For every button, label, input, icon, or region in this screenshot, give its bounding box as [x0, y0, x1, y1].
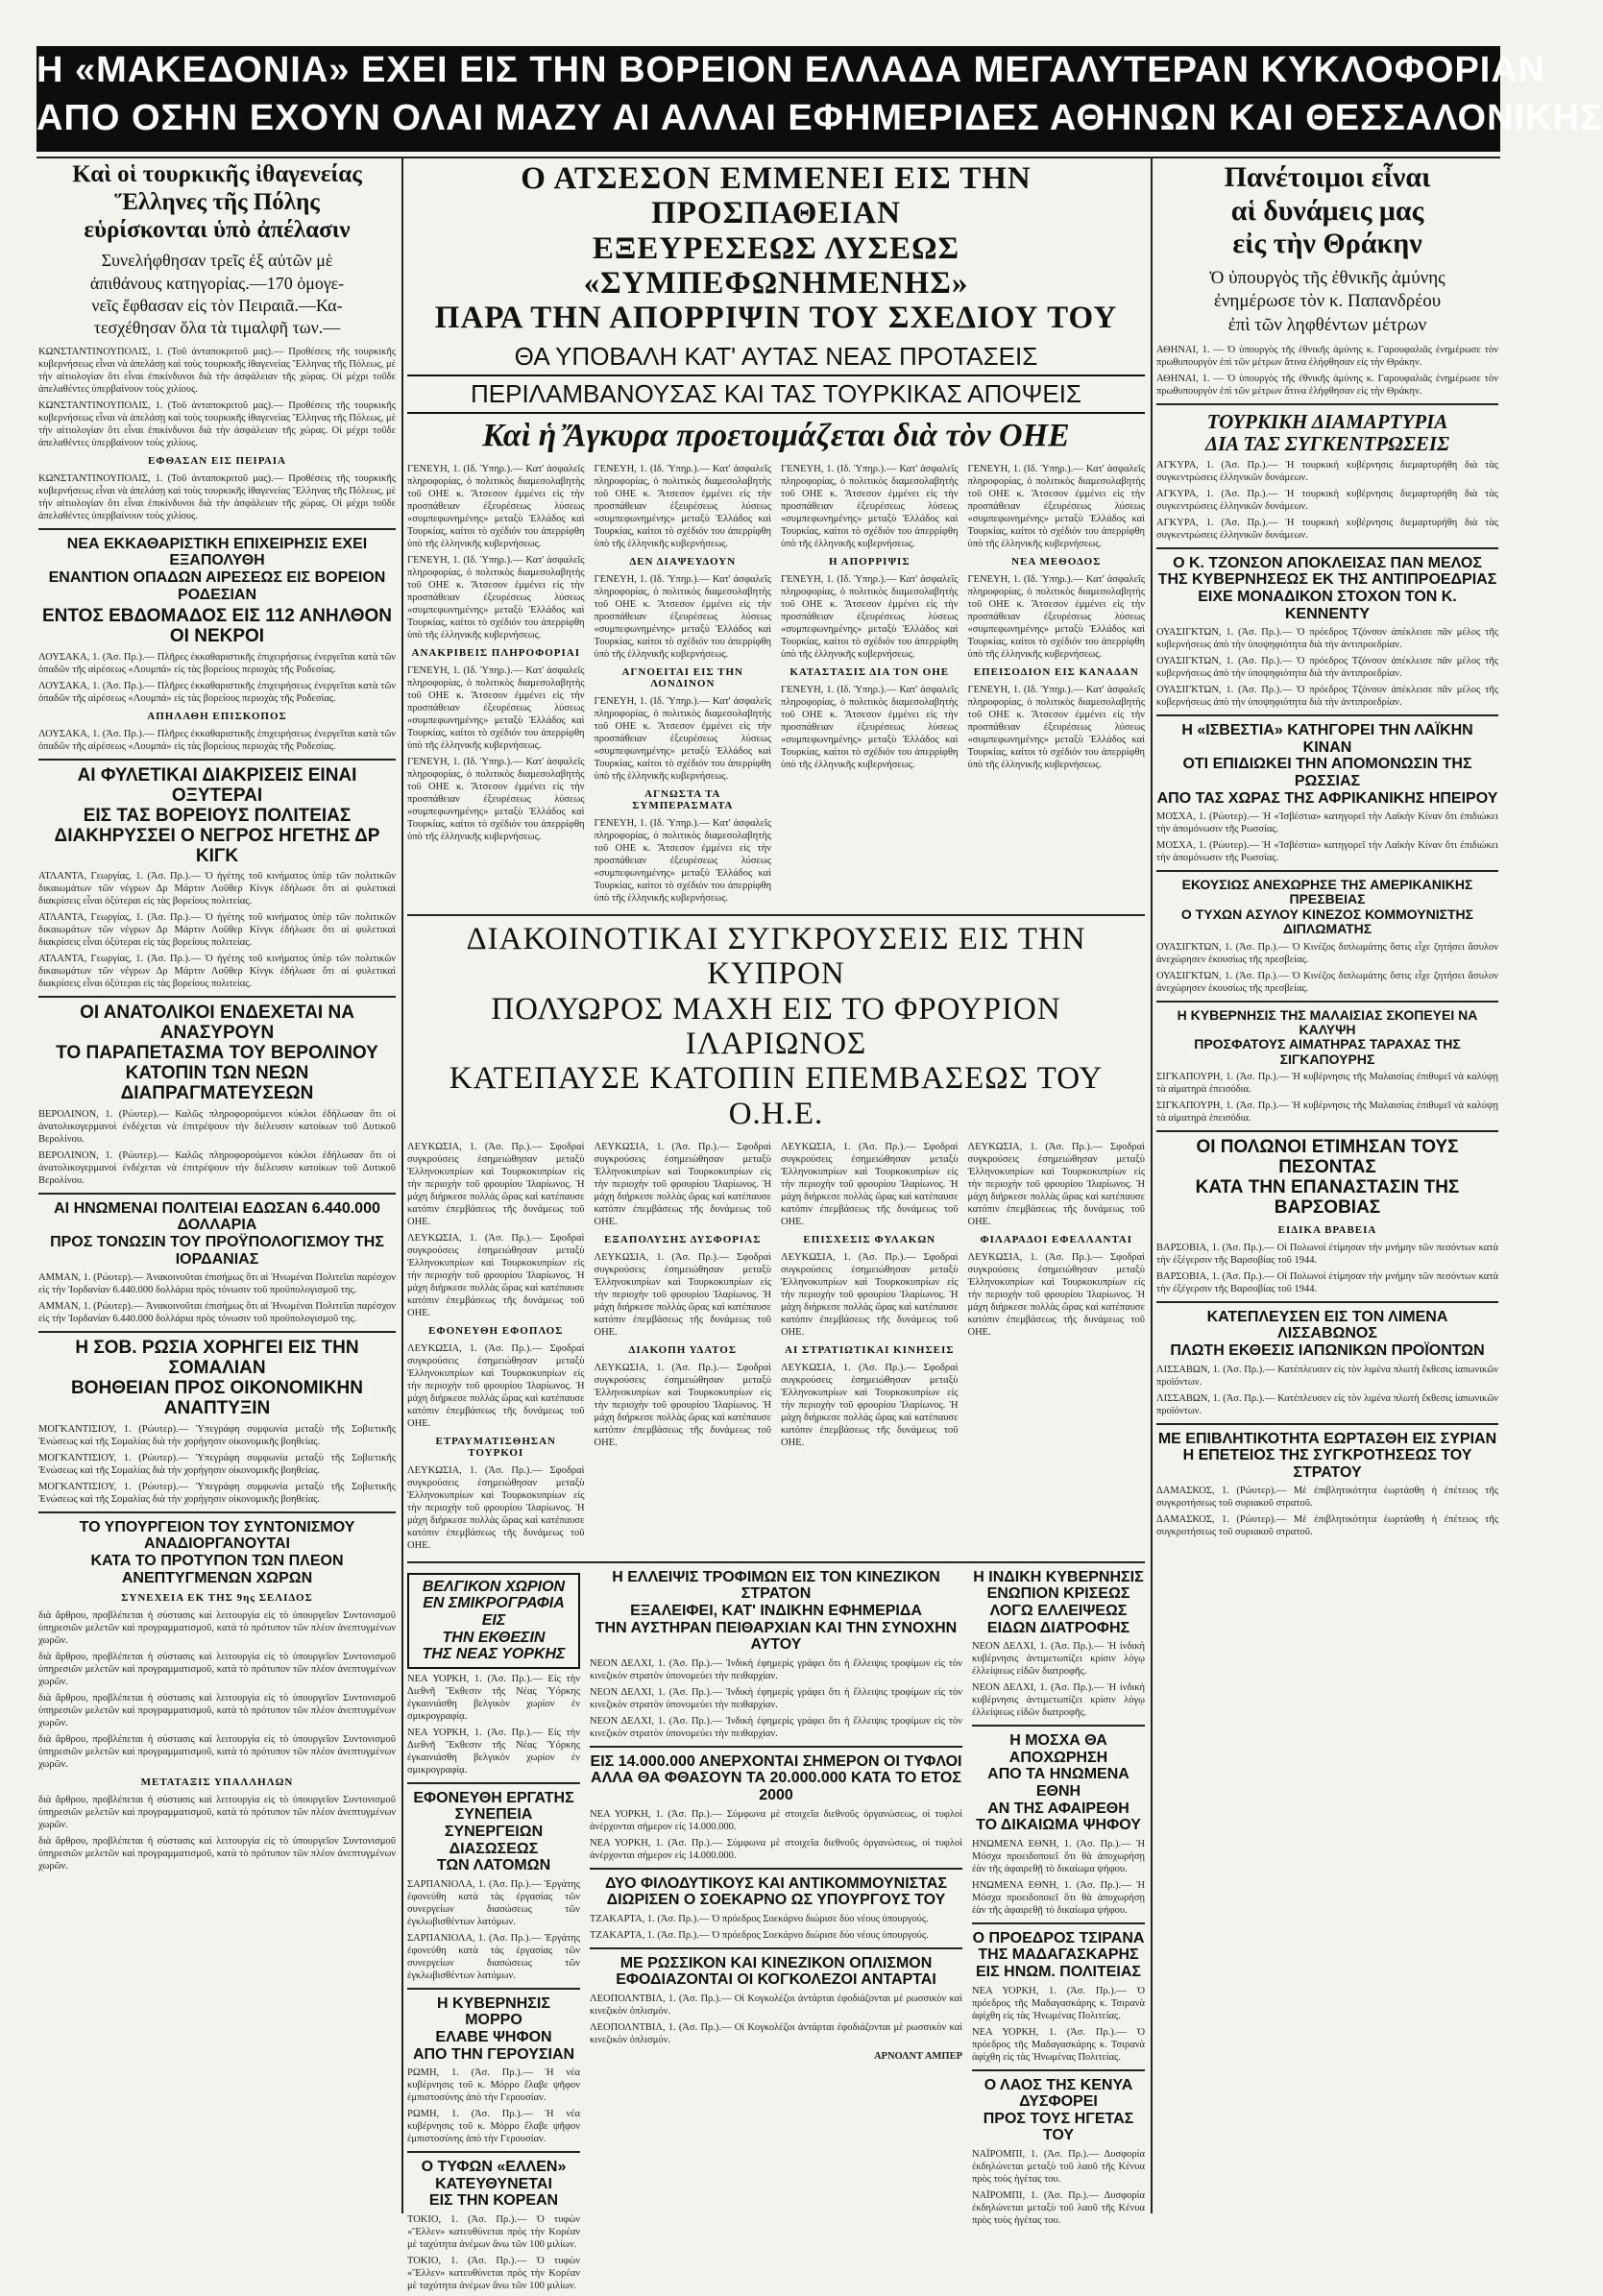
text-column	[968, 459, 1146, 908]
article-body: ΓΕΝΕΥΗ, 1. (Ιδ. Ὑπηρ.).— Κατ' ἀσφαλεῖς πληροφορίας, ὁ πολιτικὸς διαμεσολαβητὴς τοῦ ΟΗΕ κ. Ἄτσεσον ἐμμένει εἰς τὴν προσπάθειαν ἐξευρέσεως λύσεως «συμπεφωνημένης» μεταξὺ Ἑλλάδος καὶ Τουρκίας, καίτοι τὸ σχέδιόν του ἀπερρίφθη ὑπὸ τῆς ἑλληνικῆς κυβερνήσεως.	[967, 685, 1145, 771]
subheading: ΑΓΝΩΣΤΑ ΤΑ ΣΥΜΠΕΡΑΣΜΑΤΑ	[632, 788, 734, 812]
divider	[407, 1782, 580, 1784]
right-column	[1156, 161, 1498, 2216]
article-body: ΔΑΜΑΣΚΟΣ, 1. (Ρώυτερ).— Μὲ ἐπιβλητικότητα ἑωρτάσθη ἡ ἐπέτειος τῆς συγκροτήσεως τοῦ συριακοῦ στρατοῦ.	[1156, 1514, 1498, 1538]
article-body: ΑΤΛΑΝΤΑ, Γεωργίας, 1. (Ἀσ. Πρ.).— Ὁ ἡγέτης τοῦ κινήματος ὑπὲρ τῶν πολιτικῶν δικαιωμάτων τῶν νέγρων Δρ Μάρτιν Λοῦθερ Κίνγκ ἐδήλωσε ὅτι αἱ φυλετικαὶ διακρίσεις εἶναι ὀξύτεραι εἰς τὰς βορείους πολιτείας.	[38, 954, 396, 990]
article-body: ΓΕΝΕΥΗ, 1. (Ιδ. Ὑπηρ.).— Κατ' ἀσφαλεῖς πληροφορίας, ὁ πολιτικὸς διαμεσολαβητὴς τοῦ ΟΗΕ κ. Ἄτσεσον ἐμμένει εἰς τὴν προσπάθειαν ἐξευρέσεως λύσεως «συμπεφωνημένης» μεταξὺ Ἑλλάδος καὶ Τουρκίας, καίτοι τὸ σχέδιόν του ἀπερρίφθη ὑπὸ τῆς ἑλληνικῆς κυβερνήσεως.	[594, 696, 771, 783]
headline-rhodesia: ΝΕΑ ΕΚΚΑΘΑΡΙΣΤΙΚΗ ΕΠΙΧΕΙΡΗΣΙΣ ΕΧΕΙ ΕΞΑΠΟΛΥΘΗ ΕΝΑΝΤΙΟΝ ΟΠΑΔΩΝ ΑΙΡΕΣΕΩΣ ΕΙΣ ΒΟΡΕΙΟΝ ΡΟΔΕΣΙΑΝ	[48, 535, 386, 603]
text-column	[407, 459, 585, 908]
top-rule	[36, 157, 1500, 158]
article-body: ΛΕΥΚΩΣΙΑ, 1. (Ἀσ. Πρ.).— Σφοδραὶ συγκρούσεις ἐσημειώθησαν μεταξὺ Ἑλληνοκυπρίων καὶ Τουρκοκυπρίων εἰς τὴν περιοχὴν τοῦ φρουρίου Ἱλαρίωνος. Ἡ μάχη διήρκεσε πολλὰς ὥρας καὶ κατέπαυσε κατόπιν ἐπεμβάσεως τῆς δυνάμεως τοῦ ΟΗΕ.	[594, 1141, 771, 1227]
banner-line-2: ΑΠΟ ΟΣΗΝ ΕΧΟΥΝ ΟΛΑΙ ΜΑΖΥ ΑΙ ΑΛΛΑΙ ΕΦΗΜΕΡΙΔΕΣ ΑΘΗΝΩΝ ΚΑΙ ΘΕΣΣΑΛΟΝΙΚΗΣ	[36, 98, 1603, 138]
article-body: ΝΕΟΝ ΔΕΛΧΙ, 1. (Ἀσ. Πρ.).— Ἰνδικὴ ἐφημερὶς γράφει ὅτι ἡ ἔλλειψις τροφίμων εἰς τὸν κινεζικὸν στρατὸν ὑπονομεύει τὴν πειθαρχίαν.	[590, 1686, 962, 1710]
article-body: ΛΕΥΚΩΣΙΑ, 1. (Ἀσ. Πρ.).— Σφοδραὶ συγκρούσεις ἐσημειώθησαν μεταξὺ Ἑλληνοκυπρίων καὶ Τουρκοκυπρίων εἰς τὴν περιοχὴν τοῦ φρουρίου Ἱλαρίωνος. Ἡ μάχη διήρκεσε πολλὰς ὥρας καὶ κατέπαυσε κατόπιν ἐπεμβάσεως τῆς δυνάμεως τοῦ ΟΗΕ.	[781, 1362, 959, 1448]
article-body: ΟΥΑΣΙΓΚΤΩΝ, 1. (Ἀσ. Πρ.).— Ὁ πρόεδρος Τζόνσον ἀπέκλεισε πᾶν μέλος τῆς κυβερνήσεως ἀπὸ τὴν ὑποψηφιότητα διὰ τὴν ἀντιπροεδρίαν.	[1156, 627, 1498, 651]
headline-blind: ΕΙΣ 14.000.000 ΑΝΕΡΧΟΝΤΑΙ ΣΗΜΕΡΟΝ ΟΙ ΤΥΦΛΟΙ ΑΛΛΑ ΘΑ ΦΘΑΣΟΥΝ ΤΑ 20.000.000 ΚΑΤΑ ΤΟ ΕΤΟΣ 2000	[590, 1752, 962, 1803]
headline-malaysia: Η ΚΥΒΕΡΝΗΣΙΣ ΤΗΣ ΜΑΛΑΙΣΙΑΣ ΣΚΟΠΕΥΕΙ ΝΑ ΚΑΛΥΨΗ ΠΡΟΣΦΑΤΟΥΣ ΑΙΜΑΤΗΡΑΣ ΤΑΡΑΧΑΣ ΤΗΣ ΣΙΓΚΑΠΟΥΡΗΣ	[1177, 1006, 1478, 1067]
article-body: ΚΩΝΣΤΑΝΤΙΝΟΥΠΟΛΙΣ, 1. (Τοῦ ἀνταποκριτοῦ μας).— Προθέσεις τῆς τουρκικῆς κυβερνήσεως εἶναι νὰ ἀπελάσῃ καὶ τοὺς τουρκικῆς ἰθαγενείας Ἕλληνας τῆς Πόλεως, μὲ τὴν αἰτιολογίαν ὅτι εἶναι ἐπικίνδυνοι διὰ τὴν ἀσφάλειαν τῆς χώρας. Οἱ μέχρι τοῦδε ἀπελαθέντες ὑπερβαίνουν τοὺς χιλίους.	[38, 346, 396, 395]
column-rule	[401, 158, 403, 2213]
divider	[407, 914, 1145, 916]
masthead-banner	[36, 46, 1603, 152]
subheading: ΕΤΡΑΥΜΑΤΙΣΘΗΣΑΝ ΤΟΥΡΚΟΙ	[435, 1435, 556, 1459]
article-body: ΛΟΥΣΑΚΑ, 1. (Ἀσ. Πρ.).— Πλῆρες ἐκκαθαριστικῆς ἐπιχειρήσεως ἐνεργεῖται κατὰ τῶν ὀπαδῶν τῆς αἱρέσεως «Λουμπά» εἰς τὰς βορείους περιοχὰς τῆς Ροδεσίας.	[38, 728, 396, 752]
main-deck-2: ΠΕΡΙΛΑΜΒΑΝΟΥΣΑΣ ΚΑΙ ΤΑΣ ΤΟΥΡΚΙΚΑΣ ΑΠΟΨΕΙΣ	[407, 380, 1145, 414]
headline-johnson: Ο Κ. ΤΖΟΝΣΟΝ ΑΠΟΚΛΕΙΣΑΣ ΠΑΝ ΜΕΛΟΣ ΤΗΣ ΚΥΒΕΡΝΗΣΕΩΣ ΕΚ ΤΗΣ ΑΝΤΙΠΡΟΕΔΡΙΑΣ ΕΙΧΕ ΜΟΝΑΔΙΚΟΝ ΣΤΟΧΟΝ ΤΟΝ Κ. ΚΕΝΝΕΝΤΥ	[1157, 554, 1497, 622]
headline-izvestia: Η «ΙΣΒΕΣΤΙΑ» ΚΑΤΗΓΟΡΕΙ ΤΗΝ ΛΑΪΚΗΝ ΚΙΝΑΝ ΟΤΙ ΕΠΙΔΙΩΚΕΙ ΤΗΝ ΑΠΟΜΟΝΩΣΙΝ ΤΗΣ ΡΩΣΣΙΑΣ ΑΠΟ ΤΑΣ ΧΩΡΑΣ ΤΗΣ ΑΦΡΙΚΑΝΙΚΗΣ ΗΠΕΙΡΟΥ	[1156, 722, 1498, 807]
divider	[1156, 714, 1498, 716]
headline-china-food: Η ΕΛΛΕΙΨΙΣ ΤΡΟΦΙΜΩΝ ΕΙΣ ΤΟΝ ΚΙΝΕΖΙΚΟΝ ΣΤΡΑΤΟΝ ΕΞΑΛΕΙΦΕΙ, ΚΑΤ' ΙΝΔΙΚΗΝ ΕΦΗΜΕΡΙΔΑ ΤΗΝ ΑΥΣΤΗΡΑΝ ΠΕΙΘΑΡΧΙΑΝ ΚΑΙ ΤΗΝ ΣΥΝΟΧΗΝ ΑΥΤΟΥ	[595, 1568, 958, 1654]
article-body: ΤΖΑΚΑΡΤΑ, 1. (Ἀσ. Πρ.).— Ὁ πρόεδρος Σοεκάρνο διώρισε δύο νέους ὑπουργούς.	[590, 1913, 929, 1924]
article-body: ΛΕΥΚΩΣΙΑ, 1. (Ἀσ. Πρ.).— Σφοδραὶ συγκρούσεις ἐσημειώθησαν μεταξὺ Ἑλληνοκυπρίων καὶ Τουρκοκυπρίων εἰς τὴν περιοχὴν τοῦ φρουρίου Ἱλαρίωνος. Ἡ μάχη διήρκεσε πολλὰς ὥρας καὶ κατέπαυσε κατόπιν ἐπεμβάσεως τῆς δυνάμεως τοῦ ΟΗΕ.	[967, 1141, 1145, 1227]
divider	[407, 1988, 580, 1990]
article-body: ΓΕΝΕΥΗ, 1. (Ιδ. Ὑπηρ.).— Κατ' ἀσφαλεῖς πληροφορίας, ὁ πολιτικὸς διαμεσολαβητὴς τοῦ ΟΗΕ κ. Ἄτσεσον ἐμμένει εἰς τὴν προσπάθειαν ἐξευρέσεως λύσεως «συμπεφωνημένης» μεταξὺ Ἑλλάδος καὶ Τουρκίας, καίτοι τὸ σχέδιόν του ἀπερρίφθη ὑπὸ τῆς ἑλληνικῆς κυβερνήσεως.	[781, 464, 959, 550]
divider	[972, 1922, 1145, 1924]
divider	[1156, 1001, 1498, 1003]
headline-moscow-un: Η ΜΟΣΧΑ ΘΑ ΑΠΟΧΩΡΗΣΗ ΑΠΟ ΤΑ ΗΝΩΜΕΝΑ ΕΘΝΗ ΑΝ ΤΗΣ ΑΦΑΙΡΕΘΗ ΤΟ ΔΙΚΑΙΩΜΑ ΨΗΦΟΥ	[976, 1732, 1141, 1834]
article-body: ΑΓΚΥΡΑ, 1. (Ἀσ. Πρ.).— Ἡ τουρκικὴ κυβέρνησις διεμαρτυρήθη διὰ τὰς συγκεντρώσεις ἑλληνικῶν δυνάμεων.	[1156, 488, 1498, 512]
headline-chinese-diplomat: ΕΚΟΥΣΙΩΣ ΑΝΕΧΩΡΗΣΕ ΤΗΣ ΑΜΕΡΙΚΑΝΙΚΗΣ ΠΡΕΣΒΕΙΑΣ Ο ΤΥΧΩΝ ΑΣΥΛΟΥ ΚΙΝΕΖΟΣ ΚΟΜΜΟΥΝΙΣΤΗΣ ΔΙΠΛΩΜΑΤΗΣ	[1180, 877, 1474, 937]
divider	[590, 1947, 962, 1949]
article-body: διὰ ἄρθρου, προβλέπεται ἡ σύστασις καὶ λειτουργία εἰς τὸ ὑπουργεῖον Συντονισμοῦ ὑπηρεσιῶν μελετῶν καὶ προγραμματισμοῦ, κατὰ τὸ πρότυπον τῶν πλέον ἀνεπτυγμένων χωρῶν.	[38, 1610, 396, 1647]
article-body: ΑΜΜΑΝ, 1. (Ρώυτερ).— Ἀνακοινοῦται ἐπισήμως ὅτι αἱ Ἡνωμέναι Πολιτεῖαι παρέσχον εἰς τὴν Ἰορδανίαν 6.440.000 δολλάρια πρὸς τόνωσιν τοῦ προϋπολογισμοῦ της.	[38, 1272, 396, 1296]
article-body: ΛΙΣΣΑΒΩΝ, 1. (Ἀσ. Πρ.).— Κατέπλευσεν εἰς τὸν λιμένα πλωτὴ ἔκθεσις ἰαπωνικῶν προϊόντων.	[1156, 1392, 1498, 1416]
subheading: ΕΠΕΙΣΟΔΙΟΝ ΕΙΣ ΚΑΝΑΔΑΝ	[973, 666, 1139, 679]
article-body: ΓΕΝΕΥΗ, 1. (Ιδ. Ὑπηρ.).— Κατ' ἀσφαλεῖς πληροφορίας, ὁ πολιτικὸς διαμεσολαβητὴς τοῦ ΟΗΕ κ. Ἄτσεσον ἐμμένει εἰς τὴν προσπάθειαν ἐξευρέσεως λύσεως «συμπεφωνημένης» μεταξὺ Ἑλλάδος καὶ Τουρκίας, καίτοι τὸ σχέδιόν του ἀπερρίφθη ὑπὸ τῆς ἑλληνικῆς κυβερνήσεως.	[407, 757, 585, 843]
article-body: ΜΟΓΚΑΝΤΙΣΙΟΥ, 1. (Ρώυτερ).— Ὑπεγράφη συμφωνία μεταξὺ τῆς Σοβιετικῆς Ἑνώσεως καὶ τῆς Σομαλίας διὰ τὴν χορήγησιν οἰκονομικῆς βοηθείας.	[38, 1452, 396, 1476]
byline: ΑΡΝΟΛΝΤ ΑΜΠΕΡ	[873, 2050, 962, 2062]
article-body: ΛΕΟΠΟΛΝΤΒΙΛ, 1. (Ἀσ. Πρ.).— Οἱ Κογκολέζοι ἀντάρται ἐφοδιάζονται μὲ ρωσσικὸν καὶ κινεζικὸν ὁπλισμόν.	[590, 1993, 962, 2017]
divider	[972, 1725, 1145, 1727]
article-body: ΝΕΑ ΥΟΡΚΗ, 1. (Ἀσ. Πρ.).— Σύμφωνα μὲ στοιχεῖα διεθνοῦς ὀργανώσεως, οἱ τυφλοὶ ἀνέρχονται σήμερον εἰς 14.000.000.	[590, 1837, 962, 1861]
cyprus-headline-3: ΚΑΤΕΠΑΥΣΕ ΚΑΤΟΠΙΝ ΕΠΕΜΒΑΣΕΩΣ ΤΟΥ Ο.Η.Ε.	[449, 1061, 1104, 1131]
headline-istanbul-greeks: Καὶ οἱ τουρκικῆς ἰθαγενείας Ἕλληνες τῆς Πόλης εὑρίσκονται ὑπὸ ἀπέλασιν	[72, 161, 362, 243]
divider	[1156, 403, 1498, 405]
article-body: ΔΑΜΑΣΚΟΣ, 1. (Ρώυτερ).— Μὲ ἐπιβλητικότητα ἑωρτάσθη ἡ ἐπέτειος τῆς συγκροτήσεως τοῦ συριακοῦ στρατοῦ.	[1156, 1486, 1498, 1510]
main-headline-3: ΠΑΡΑ ΤΗΝ ΑΠΟΡΡΙΨΙΝ ΤΟΥ ΣΧΕΔΙΟΥ ΤΟΥ	[434, 301, 1118, 336]
article-body: διὰ ἄρθρου, προβλέπεται ἡ σύστασις καὶ λειτουργία εἰς τὸ ὑπουργεῖον Συντονισμοῦ ὑπηρεσιῶν μελετῶν καὶ προγραμματισμοῦ, κατὰ τὸ πρότυπον τῶν πλέον ἀνεπτυγμένων χωρῶν.	[38, 1652, 396, 1688]
article-body: ΛΕΥΚΩΣΙΑ, 1. (Ἀσ. Πρ.).— Σφοδραὶ συγκρούσεις ἐσημειώθησαν μεταξὺ Ἑλληνοκυπρίων καὶ Τουρκοκυπρίων εἰς τὴν περιοχὴν τοῦ φρουρίου Ἱλαρίωνος. Ἡ μάχη διήρκεσε πολλὰς ὥρας καὶ κατέπαυσε κατόπιν ἐπεμβάσεως τῆς δυνάμεως τοῦ ΟΗΕ.	[407, 1464, 585, 1551]
subheading: ΑΝΑΚΡΙΒΕΙΣ ΠΛΗΡΟΦΟΡΙΑΙ	[411, 647, 580, 660]
divider	[1156, 1301, 1498, 1303]
article-body: ΑΘΗΝΑΙ, 1. — Ὁ ὑπουργὸς τῆς ἐθνικῆς ἀμύνης κ. Γαρουφαλιᾶς ἐνημέρωσε τὸν πρωθυπουργὸν ἐπὶ τῶν μέτρων ἅτινα ἐλήφθησαν εἰς τὴν Θράκην.	[1156, 373, 1498, 397]
article-body: ΛΟΥΣΑΚΑ, 1. (Ἀσ. Πρ.).— Πλῆρες ἐκκαθαριστικῆς ἐπιχειρήσεως ἐνεργεῖται κατὰ τῶν ὀπαδῶν τῆς αἱρέσεως «Λουμπά» εἰς τὰς βορείους περιοχὰς τῆς Ροδεσίας.	[38, 680, 396, 704]
cyprus-article-columns	[407, 1137, 1145, 1556]
divider	[38, 1331, 396, 1333]
headline-madagascar: Ο ΠΡΟΕΔΡΟΣ ΤΣΙΡΑΝΑ ΤΗΣ ΜΑΔΑΓΑΣΚΑΡΗΣ ΕΙΣ ΗΝΩΜ. ΠΟΛΙΤΕΙΑΣ	[972, 1929, 1145, 1980]
subheading: ΔΙΑΚΟΠΗ ΥΔΑΤΟΣ	[628, 1343, 738, 1356]
divider	[38, 528, 396, 530]
article-body: ΝΕΑ ΥΟΡΚΗ, 1. (Ἀσ. Πρ.).— Σύμφωνα μὲ στοιχεῖα διεθνοῦς ὀργανώσεως, οἱ τυφλοὶ ἀνέρχονται σήμερον εἰς 14.000.000.	[590, 1808, 962, 1832]
article-body: ΛΕΟΠΟΛΝΤΒΙΛ, 1. (Ἀσ. Πρ.).— Οἱ Κογκολέζοι ἀντάρται ἐφοδιάζονται μὲ ρωσσικὸν καὶ κινεζικὸν ὁπλισμόν.	[590, 2021, 962, 2045]
text-column	[972, 1569, 1145, 2296]
article-body: ΑΤΛΑΝΤΑ, Γεωργίας, 1. (Ἀσ. Πρ.).— Ὁ ἡγέτης τοῦ κινήματος ὑπὲρ τῶν πολιτικῶν δικαιωμάτων τῶν νέγρων Δρ Μάρτιν Λοῦθερ Κίνγκ ἐδήλωσε ὅτι αἱ φυλετικαὶ διακρίσεις εἶναι ὀξύτεραι εἰς τὰς βορείους πολιτείας.	[38, 871, 396, 907]
article-body: ΝΕΑ ΥΟΡΚΗ, 1. (Ἀσ. Πρ.).— Ὁ πρόεδρος τῆς Μαδαγασκάρης κ. Τσιρανὰ ἀφίχθη εἰς τὰς Ἡνωμένας Πολιτείας.	[972, 2026, 1145, 2063]
article-body: ΛΕΥΚΩΣΙΑ, 1. (Ἀσ. Πρ.).— Σφοδραὶ συγκρούσεις ἐσημειώθησαν μεταξὺ Ἑλληνοκυπρίων καὶ Τουρκοκυπρίων εἰς τὴν περιοχὴν τοῦ φρουρίου Ἱλαρίωνος. Ἡ μάχη διήρκεσε πολλὰς ὥρας καὶ κατέπαυσε κατόπιν ἐπεμβάσεως τῆς δυνάμεως τοῦ ΟΗΕ.	[407, 1342, 585, 1429]
article-body: ΓΕΝΕΥΗ, 1. (Ιδ. Ὑπηρ.).— Κατ' ἀσφαλεῖς πληροφορίας, ὁ πολιτικὸς διαμεσολαβητὴς τοῦ ΟΗΕ κ. Ἄτσεσον ἐμμένει εἰς τὴν προσπάθειαν ἐξευρέσεως λύσεως «συμπεφωνημένης» μεταξὺ Ἑλλάδος καὶ Τουρκίας, καίτοι τὸ σχέδιόν του ἀπερρίφθη ὑπὸ τῆς ἑλληνικῆς κυβερνήσεως.	[781, 574, 959, 661]
divider	[590, 1746, 962, 1748]
article-body: ΚΩΝΣΤΑΝΤΙΝΟΥΠΟΛΙΣ, 1. (Τοῦ ἀνταποκριτοῦ μας).— Προθέσεις τῆς τουρκικῆς κυβερνήσεως εἶναι νὰ ἀπελάσῃ καὶ τοὺς τουρκικῆς ἰθαγενείας Ἕλληνας τῆς Πόλεως, μὲ τὴν αἰτιολογίαν ὅτι εἶναι ἐπικίνδυνοι διὰ τὴν ἀσφάλειαν τῆς χώρας. Οἱ μέχρι τοῦδε ἀπελαθέντες ὑπερβαίνουν τοὺς χιλίους.	[38, 399, 396, 448]
article-body: ΒΕΡΟΛΙΝΟΝ, 1. (Ρώυτερ).— Καλῶς πληροφορούμενοι κύκλοι ἐδήλωσαν ὅτι οἱ ἀνατολικογερμανοὶ ἐνδέχεται νὰ ἐπιτρέψουν τὴν διέλευσιν κατοίκων τοῦ Δυτικοῦ Βερολίνου.	[38, 1108, 396, 1145]
text-column	[968, 1137, 1146, 1556]
main-italic-headline: Καὶ ἡ Ἄγκυρα προετοιμάζεται διὰ τὸν ΟΗΕ	[482, 417, 1070, 453]
subheading: ΑΓΝΟΕΙΤΑΙ ΕΙΣ ΤΗΝ ΛΟΝΔΙΝΟΝ	[621, 666, 743, 690]
article-body: ΓΕΝΕΥΗ, 1. (Ιδ. Ὑπηρ.).— Κατ' ἀσφαλεῖς πληροφορίας, ὁ πολιτικὸς διαμεσολαβητὴς τοῦ ΟΗΕ κ. Ἄτσεσον ἐμμένει εἰς τὴν προσπάθειαν ἐξευρέσεως λύσεως «συμπεφωνημένης» μεταξὺ Ἑλλάδος καὶ Τουρκίας, καίτοι τὸ σχέδιόν του ἀπερρίφθη ὑπὸ τῆς ἑλληνικῆς κυβερνήσεως.	[967, 574, 1145, 661]
article-body: ΝΕΟΝ ΔΕΛΧΙ, 1. (Ἀσ. Πρ.).— Ἰνδικὴ ἐφημερὶς γράφει ὅτι ἡ ἔλλειψις τροφίμων εἰς τὸν κινεζικὸν στρατὸν ὑπονομεύει τὴν πειθαρχίαν.	[590, 1715, 962, 1739]
article-body: ΗΝΩΜΕΝΑ ΕΘΝΗ, 1. (Ἀσ. Πρ.).— Ἡ Μόσχα προειδοποιεῖ ὅτι θὰ ἀποχωρήσῃ ἐὰν τῆς ἀφαιρεθῇ τὸ δικαίωμα ψήφου.	[972, 1838, 1145, 1874]
article-body: ΝΕΟΝ ΔΕΛΧΙ, 1. (Ἀσ. Πρ.).— Ἡ ἰνδικὴ κυβέρνησις ἀντιμετωπίζει κρίσιν λόγῳ ἐλλείψεως εἰδῶν διατροφῆς.	[972, 1682, 1145, 1719]
deck-thrace: Ὁ ὑπουργὸς τῆς ἐθνικῆς ἀμύνης ἐνημέρωσε τὸν κ. Παπανδρέου ἐπὶ τῶν ληφθέντων μέτρων	[1209, 267, 1445, 335]
subheading: ΕΦΘΑΣΑΝ ΕΙΣ ΠΕΙΡΑΙΑ	[148, 454, 286, 467]
headline-king: ΑΙ ΦΥΛΕΤΙΚΑΙ ΔΙΑΚΡΙΣΕΙΣ ΕΙΝΑΙ ΟΞΥΤΕΡΑΙ ΕΙΣ ΤΑΣ ΒΟΡΕΙΟΥΣ ΠΟΛΙΤΕΙΑΣ ΔΙΑΚΗΡΥΣΣΕΙ Ο ΝΕΓΡΟΣ ΗΓΕΤΗΣ ΔΡ ΚΙΓΚ	[54, 764, 380, 866]
headline-kenya: Ο ΛΑΟΣ ΤΗΣ ΚΕΝΥΑ ΔΥΣΦΟΡΕΙ ΠΡΟΣ ΤΟΥΣ ΗΓΕΤΑΣ ΤΟΥ	[983, 2076, 1134, 2144]
headline-rhodesia-2: ΕΝΤΟΣ ΕΒΔΟΜΑΔΟΣ ΕΙΣ 112 ΑΝΗΛΘΟΝ ΟΙ ΝΕΚΡΟΙ	[41, 606, 393, 647]
article-body: ΜΟΣΧΑ, 1. (Ρώυτερ).— Ἡ «Ἰσβέστια» κατηγορεῖ τὴν Λαϊκὴν Κίναν ὅτι ἐπιδιώκει τὴν ἀπομόνωσιν τῆς Ρωσσίας.	[1156, 840, 1498, 864]
headline-jordan: ΑΙ ΗΝΩΜΕΝΑΙ ΠΟΛΙΤΕΙΑΙ ΕΔΩΣΑΝ 6.440.000 ΔΟΛΛΑΡΙΑ ΠΡΟΣ ΤΟΝΩΣΙΝ ΤΟΥ ΠΡΟΫΠΟΛΟΓΙΣΜΟΥ ΤΗΣ ΙΟΡΔΑΝΙΑΣ	[50, 1199, 384, 1268]
article-body: ΝΕΟΝ ΔΕΛΧΙ, 1. (Ἀσ. Πρ.).— Ἡ ἰνδικὴ κυβέρνησις ἀντιμετωπίζει κρίσιν λόγῳ ἐλλείψεως εἰδῶν διατροφῆς.	[972, 1641, 1145, 1678]
boxed-article	[407, 1573, 580, 1669]
article-body: ΣΑΡΠΑΝΙΟΛΑ, 1. (Ἀσ. Πρ.).— Ἐργάτης ἐφονεύθη κατὰ τὰς ἐργασίας τῶν συνεργείων διασώσεως τῶν ἐγκλωβισθέντων λατόμων.	[407, 1932, 580, 1981]
article-body: ΓΕΝΕΥΗ, 1. (Ιδ. Ὑπηρ.).— Κατ' ἀσφαλεῖς πληροφορίας, ὁ πολιτικὸς διαμεσολαβητὴς τοῦ ΟΗΕ κ. Ἄτσεσον ἐμμένει εἰς τὴν προσπάθειαν ἐξευρέσεως λύσεως «συμπεφωνημένης» μεταξὺ Ἑλλάδος καὶ Τουρκίας, καίτοι τὸ σχέδιόν του ἀπερρίφθη ὑπὸ τῆς ἑλληνικῆς κυβερνήσεως.	[594, 574, 771, 661]
article-body: ΜΟΓΚΑΝΤΙΣΙΟΥ, 1. (Ρώυτερ).— Ὑπεγράφη συμφωνία μεταξὺ τῆς Σοβιετικῆς Ἑνώσεως καὶ τῆς Σομαλίας διὰ τὴν χορήγησιν οἰκονομικῆς βοηθείας.	[38, 1423, 396, 1447]
article-body: ΛΕΥΚΩΣΙΑ, 1. (Ἀσ. Πρ.).— Σφοδραὶ συγκρούσεις ἐσημειώθησαν μεταξὺ Ἑλληνοκυπρίων καὶ Τουρκοκυπρίων εἰς τὴν περιοχὴν τοῦ φρουρίου Ἱλαρίωνος. Ἡ μάχη διήρκεσε πολλὰς ὥρας καὶ κατέπαυσε κατόπιν ἐπεμβάσεως τῆς δυνάμεως τοῦ ΟΗΕ.	[967, 1251, 1145, 1338]
article-body: ΣΙΓΚΑΠΟΥΡΗ, 1. (Ἀσ. Πρ.).— Ἡ κυβέρνησις τῆς Μαλαισίας ἐπιθυμεῖ νὰ καλύψῃ τὰ αἱματηρὰ ἐπεισόδια.	[1156, 1100, 1498, 1124]
article-body: ΒΑΡΣΟΒΙΑ, 1. (Ἀσ. Πρ.).— Οἱ Πολωνοὶ ἐτίμησαν τὴν μνήμην τῶν πεσόντων κατὰ τὴν ἐξέγερσιν τῆς Βαρσοβίας τοῦ 1944.	[1156, 1242, 1498, 1266]
subheading: ΑΙ ΣΤΡΑΤΙΩΤΙΚΑΙ ΚΙΝΗΣΕΙΣ	[785, 1343, 955, 1356]
article-body: ΟΥΑΣΙΓΚΤΩΝ, 1. (Ἀσ. Πρ.).— Ὁ Κινέζος διπλωμάτης ὅστις εἶχε ζητήσει ἄσυλον ἀνεχώρησεν ἑκουσίως τῆς πρεσβείας.	[1156, 941, 1498, 965]
text-column	[781, 459, 959, 908]
subheading: Η ΑΠΟΡΡΙΨΙΣ	[828, 556, 911, 568]
text-column	[407, 1569, 580, 2296]
banner-line-1: Η «ΜΑΚΕΔΟΝΙΑ» ΕΧΕΙ ΕΙΣ ΤΗΝ ΒΟΡΕΙΟΝ ΕΛΛΑΔΑ ΜΕΓΑΛΥΤΕΡΑΝ ΚΥΚΛΟΦΟΡΙΑΝ	[36, 50, 1546, 90]
article-body: διὰ ἄρθρου, προβλέπεται ἡ σύστασις καὶ λειτουργία εἰς τὸ ὑπουργεῖον Συντονισμοῦ ὑπηρεσιῶν μελετῶν καὶ προγραμματισμοῦ, κατὰ τὸ πρότυπον τῶν πλέον ἀνεπτυγμένων χωρῶν.	[38, 1795, 396, 1831]
article-body: ΛΕΥΚΩΣΙΑ, 1. (Ἀσ. Πρ.).— Σφοδραὶ συγκρούσεις ἐσημειώθησαν μεταξὺ Ἑλληνοκυπρίων καὶ Τουρκοκυπρίων εἰς τὴν περιοχὴν τοῦ φρουρίου Ἱλαρίωνος. Ἡ μάχη διήρκεσε πολλὰς ὥρας καὶ κατέπαυσε κατόπιν ἐπεμβάσεως τῆς δυνάμεως τοῦ ΟΗΕ.	[594, 1251, 771, 1338]
divider	[1156, 870, 1498, 872]
subheading: ΕΙΔΙΚΑ ΒΡΑΒΕΙΑ	[1277, 1223, 1377, 1236]
article-body: διὰ ἄρθρου, προβλέπεται ἡ σύστασις καὶ λειτουργία εἰς τὸ ὑπουργεῖον Συντονισμοῦ ὑπηρεσιῶν μελετῶν καὶ προγραμματισμοῦ, κατὰ τὸ πρότυπον τῶν πλέον ἀνεπτυγμένων χωρῶν.	[38, 1836, 396, 1873]
main-article-columns	[407, 459, 1145, 908]
article-body: ΑΓΚΥΡΑ, 1. (Ἀσ. Πρ.).— Ἡ τουρκικὴ κυβέρνησις διεμαρτυρήθη διὰ τὰς συγκεντρώσεις ἑλληνικῶν δυνάμεων.	[1156, 517, 1498, 541]
article-body: ΒΕΡΟΛΙΝΟΝ, 1. (Ρώυτερ).— Καλῶς πληροφορούμενοι κύκλοι ἐδήλωσαν ὅτι οἱ ἀνατολικογερμανοὶ ἐνδέχεται νὰ ἐπιτρέψουν τὴν διέλευσιν κατοίκων τοῦ Δυτικοῦ Βερολίνου.	[38, 1149, 396, 1186]
center-column	[407, 161, 1145, 2291]
main-deck-1: ΘΑ ΥΠΟΒΑΛΗ ΚΑΤ' ΑΥΤΑΣ ΝΕΑΣ ΠΡΟΤΑΣΕΙΣ	[407, 343, 1145, 376]
article-body: ΝΕΑ ΥΟΡΚΗ, 1. (Ἀσ. Πρ.).— Ὁ πρόεδρος τῆς Μαδαγασκάρης κ. Τσιρανὰ ἀφίχθη εἰς τὰς Ἡνωμένας Πολιτείας.	[972, 1985, 1145, 2021]
headline-syria: ΜΕ ΕΠΙΒΛΗΤΙΚΟΤΗΤΑ ΕΩΡΤΑΣΘΗ ΕΙΣ ΣΥΡΙΑΝ Η ΕΠΕΤΕΙΟΣ ΤΗΣ ΣΥΓΚΡΟΤΗΣΕΩΣ ΤΟΥ ΣΤΡΑΤΟΥ	[1157, 1430, 1497, 1481]
article-body: διὰ ἄρθρου, προβλέπεται ἡ σύστασις καὶ λειτουργία εἰς τὸ ὑπουργεῖον Συντονισμοῦ ὑπηρεσιῶν μελετῶν καὶ προγραμματισμοῦ, κατὰ τὸ πρότυπον τῶν πλέον ἀνεπτυγμένων χωρῶν.	[38, 1734, 396, 1771]
text-column	[595, 459, 772, 908]
article-body: ΛΕΥΚΩΣΙΑ, 1. (Ἀσ. Πρ.).— Σφοδραὶ συγκρούσεις ἐσημειώθησαν μεταξὺ Ἑλληνοκυπρίων καὶ Τουρκοκυπρίων εἰς τὴν περιοχὴν τοῦ φρουρίου Ἱλαρίωνος. Ἡ μάχη διήρκεσε πολλὰς ὥρας καὶ κατέπαυσε κατόπιν ἐπεμβάσεως τῆς δυνάμεως τοῦ ΟΗΕ.	[407, 1232, 585, 1318]
headline-typhoon: Ο ΤΥΦΩΝ «ΕΛΛΕΝ» ΚΑΤΕΥΘΥΝΕΤΑΙ ΕΙΣ ΤΗΝ ΚΟΡΕΑΝ	[421, 2159, 567, 2210]
headline-moro-senate: Η ΚΥΒΕΡΝΗΣΙΣ ΜΟΡΡΟ ΕΛΑΒΕ ΨΗΦΟΝ ΑΠΟ ΤΗΝ ΓΕΡΟΥΣΙΑΝ	[412, 1994, 575, 2063]
headline-india-food: Η ΙΝΔΙΚΗ ΚΥΒΕΡΝΗΣΙΣ ΕΝΩΠΙΟΝ ΚΡΙΣΕΩΣ ΛΟΓΩ ΕΛΛΕΙΨΕΩΣ ΕΙΔΩΝ ΔΙΑΤΡΟΦΗΣ	[973, 1568, 1144, 1636]
text-column	[407, 1137, 585, 1556]
article-body: ΤΖΑΚΑΡΤΑ, 1. (Ἀσ. Πρ.).— Ὁ πρόεδρος Σοεκάρνο διώρισε δύο νέους ὑπουργούς.	[590, 1929, 929, 1941]
main-headline-2: ΕΞΕΥΡΕΣΕΩΣ ΛΥΣΕΩΣ «ΣΥΜΠΕΦΩΝΗΜΕΝΗΣ»	[583, 230, 969, 301]
cyprus-headline-2: ΠΟΛΥΩΡΟΣ ΜΑΧΗ ΕΙΣ ΤΟ ΦΡΟΥΡΙΟΝ ΙΛΑΡΙΩΝΟΣ	[491, 991, 1061, 1061]
headline-somalia: Η ΣΟΒ. ΡΩΣΙΑ ΧΟΡΗΓΕΙ ΕΙΣ ΤΗΝ ΣΟΜΑΛΙΑΝ ΒΟΗΘΕΙΑΝ ΠΡΟΣ ΟΙΚΟΝΟΜΙΚΗΝ ΑΝΑΠΤΥΞΙΝ	[71, 1338, 363, 1418]
subheading: ΕΠΙΣΧΕΣΙΣ ΦΥΛΑΚΩΝ	[803, 1233, 936, 1245]
article-body: ΝΕΑ ΥΟΡΚΗ, 1. (Ἀσ. Πρ.).— Εἰς τὴν Διεθνῆ Ἔκθεσιν τῆς Νέας Ὑόρκης ἐγκαινιάσθη βελγικὸν χωρίον ἐν σμικρογραφίᾳ.	[407, 1727, 580, 1776]
article-body: ΓΕΝΕΥΗ, 1. (Ιδ. Ὑπηρ.).— Κατ' ἀσφαλεῖς πληροφορίας, ὁ πολιτικὸς διαμεσολαβητὴς τοῦ ΟΗΕ κ. Ἄτσεσον ἐμμένει εἰς τὴν προσπάθειαν ἐξευρέσεως λύσεως «συμπεφωνημένης» μεταξὺ Ἑλλάδος καὶ Τουρκίας, καίτοι τὸ σχέδιόν του ἀπερρίφθη ὑπὸ τῆς ἑλληνικῆς κυβερνήσεως.	[407, 665, 585, 752]
divider	[407, 1561, 1145, 1563]
cyprus-headline-1: ΔΙΑΚΟΙΝΟΤΙΚΑΙ ΣΥΓΚΡΟΥΣΕΙΣ ΕΙΣ ΤΗΝ ΚΥΠΡΟΝ	[466, 922, 1086, 992]
divider	[38, 1193, 396, 1195]
article-body: ΜΟΓΚΑΝΤΙΣΙΟΥ, 1. (Ρώυτερ).— Ὑπεγράφη συμφωνία μεταξὺ τῆς Σοβιετικῆς Ἑνώσεως καὶ τῆς Σομαλίας διὰ τὴν χορήγησιν οἰκονομικῆς βοηθείας.	[38, 1481, 396, 1505]
article-body: ΝΕΑ ΥΟΡΚΗ, 1. (Ἀσ. Πρ.).— Εἰς τὴν Διεθνῆ Ἔκθεσιν τῆς Νέας Ὑόρκης ἐγκαινιάσθη βελγικὸν χωρίον ἐν σμικρογραφίᾳ.	[407, 1673, 580, 1722]
article-body: ΑΤΛΑΝΤΑ, Γεωργίας, 1. (Ἀσ. Πρ.).— Ὁ ἡγέτης τοῦ κινήματος ὑπὲρ τῶν πολιτικῶν δικαιωμάτων τῶν νέγρων Δρ Μάρτιν Λοῦθερ Κίνγκ ἐδήλωσε ὅτι αἱ φυλετικαὶ διακρίσεις εἶναι ὀξύτεραι εἰς τὰς βορείους πολιτείας.	[38, 912, 396, 949]
column-rule	[1151, 158, 1153, 2213]
article-body: ΑΓΚΥΡΑ, 1. (Ἀσ. Πρ.).— Ἡ τουρκικὴ κυβέρνησις διεμαρτυρήθη διὰ τὰς συγκεντρώσεις ἑλληνικῶν δυνάμεων.	[1156, 459, 1498, 483]
article-body: ΓΕΝΕΥΗ, 1. (Ιδ. Ὑπηρ.).— Κατ' ἀσφαλεῖς πληροφορίας, ὁ πολιτικὸς διαμεσολαβητὴς τοῦ ΟΗΕ κ. Ἄτσεσον ἐμμένει εἰς τὴν προσπάθειαν ἐξευρέσεως λύσεως «συμπεφωνημένης» μεταξὺ Ἑλλάδος καὶ Τουρκίας, καίτοι τὸ σχέδιόν του ἀπερρίφθη ὑπὸ τῆς ἑλληνικῆς κυβερνήσεως.	[967, 464, 1145, 550]
article-body: ΓΕΝΕΥΗ, 1. (Ιδ. Ὑπηρ.).— Κατ' ἀσφαλεῖς πληροφορίας, ὁ πολιτικὸς διαμεσολαβητὴς τοῦ ΟΗΕ κ. Ἄτσεσον ἐμμένει εἰς τὴν προσπάθειαν ἐξευρέσεως λύσεως «συμπεφωνημένης» μεταξὺ Ἑλλάδος καὶ Τουρκίας, καίτοι τὸ σχέδιόν του ἀπερρίφθη ὑπὸ τῆς ἑλληνικῆς κυβερνήσεως.	[594, 464, 771, 550]
article-body: ΟΥΑΣΙΓΚΤΩΝ, 1. (Ἀσ. Πρ.).— Ὁ πρόεδρος Τζόνσον ἀπέκλεισε πᾶν μέλος τῆς κυβερνήσεως ἀπὸ τὴν ὑποψηφιότητα διὰ τὴν ἀντιπροεδρίαν.	[1156, 656, 1498, 680]
headline-thrace: Πανέτοιμοι εἶναι αἱ δυνάμεις μας εἰς τὴν Θράκην	[1224, 161, 1431, 259]
headline-warsaw: ΟΙ ΠΟΛΩΝΟΙ ΕΤΙΜΗΣΑΝ ΤΟΥΣ ΠΕΣΟΝΤΑΣ ΚΑΤΑ ΤΗΝ ΕΠΑΝΑΣΤΑΣΙΝ ΤΗΣ ΒΑΡΣΟΒΙΑΣ	[1195, 1137, 1460, 1218]
article-body: ΤΟΚΙΟ, 1. (Ἀσ. Πρ.).— Ὁ τυφὼν «Ἔλλεν» κατευθύνεται πρὸς τὴν Κορέαν μὲ ταχύτητα ἀνέμων ἄνω τῶν 100 μιλίων.	[407, 2255, 580, 2291]
subheading: ΝΕΑ ΜΕΘΟΔΟΣ	[1011, 556, 1102, 568]
divider	[38, 996, 396, 998]
article-body: ΜΟΣΧΑ, 1. (Ρώυτερ).— Ἡ «Ἰσβέστια» κατηγορεῖ τὴν Λαϊκὴν Κίναν ὅτι ἐπιδιώκει τὴν ἀπομόνωσιν τῆς Ρωσσίας.	[1156, 811, 1498, 835]
text-column	[781, 1137, 959, 1556]
article-body: ΛΕΥΚΩΣΙΑ, 1. (Ἀσ. Πρ.).— Σφοδραὶ συγκρούσεις ἐσημειώθησαν μεταξὺ Ἑλληνοκυπρίων καὶ Τουρκοκυπρίων εἰς τὴν περιοχὴν τοῦ φρουρίου Ἱλαρίωνος. Ἡ μάχη διήρκεσε πολλὰς ὥρας καὶ κατέπαυσε κατόπιν ἐπεμβάσεως τῆς δυνάμεως τοῦ ΟΗΕ.	[407, 1141, 585, 1227]
article-body: ΓΕΝΕΥΗ, 1. (Ιδ. Ὑπηρ.).— Κατ' ἀσφαλεῖς πληροφορίας, ὁ πολιτικὸς διαμεσολαβητὴς τοῦ ΟΗΕ κ. Ἄτσεσον ἐμμένει εἰς τὴν προσπάθειαν ἐξευρέσεως λύσεως «συμπεφωνημένης» μεταξὺ Ἑλλάδος καὶ Τουρκίας, καίτοι τὸ σχέδιόν του ἀπερρίφθη ὑπὸ τῆς ἑλληνικῆς κυβερνήσεως.	[407, 464, 585, 550]
article-body: ΡΩΜΗ, 1. (Ἀσ. Πρ.).— Ἡ νέα κυβέρνησις τοῦ κ. Μόρρο ἔλαβε ψῆφον ἐμπιστοσύνης ἀπὸ τὴν Γερουσίαν.	[407, 2067, 580, 2104]
article-body: ΛΕΥΚΩΣΙΑ, 1. (Ἀσ. Πρ.).— Σφοδραὶ συγκρούσεις ἐσημειώθησαν μεταξὺ Ἑλληνοκυπρίων καὶ Τουρκοκυπρίων εἰς τὴν περιοχὴν τοῦ φρουρίου Ἱλαρίωνος. Ἡ μάχη διήρκεσε πολλὰς ὥρας καὶ κατέπαυσε κατόπιν ἐπεμβάσεως τῆς δυνάμεως τοῦ ΟΗΕ.	[594, 1362, 771, 1448]
article-body: ΑΜΜΑΝ, 1. (Ρώυτερ).— Ἀνακοινοῦται ἐπισήμως ὅτι αἱ Ἡνωμέναι Πολιτεῖαι παρέσχον εἰς τὴν Ἰορδανίαν 6.440.000 δολλάρια πρὸς τόνωσιν τοῦ προϋπολογισμοῦ της.	[38, 1301, 396, 1325]
article-body: ΑΘΗΝΑΙ, 1. — Ὁ ὑπουργὸς τῆς ἐθνικῆς ἀμύνης κ. Γαρουφαλιᾶς ἐνημέρωσε τὸν πρωθυπουργὸν ἐπὶ τῶν μέτρων ἅτινα ἐλήφθησαν εἰς τὴν Θράκην.	[1156, 344, 1498, 368]
article-body: ΡΩΜΗ, 1. (Ἀσ. Πρ.).— Ἡ νέα κυβέρνησις τοῦ κ. Μόρρο ἔλαβε ψῆφον ἐμπιστοσύνης ἀπὸ τὴν Γερουσίαν.	[407, 2109, 580, 2145]
subheading: ΕΞΑΠΟΛΥΣΗΣ ΔΥΣΦΟΡΙΑΣ	[604, 1233, 762, 1245]
article-body: ΛΕΥΚΩΣΙΑ, 1. (Ἀσ. Πρ.).— Σφοδραὶ συγκρούσεις ἐσημειώθησαν μεταξὺ Ἑλληνοκυπρίων καὶ Τουρκοκυπρίων εἰς τὴν περιοχὴν τοῦ φρουρίου Ἱλαρίωνος. Ἡ μάχη διήρκεσε πολλὰς ὥρας καὶ κατέπαυσε κατόπιν ἐπεμβάσεως τῆς δυνάμεως τοῦ ΟΗΕ.	[781, 1141, 959, 1227]
wide-text-area	[590, 1569, 962, 2296]
divider	[1156, 1130, 1498, 1132]
lower-center-columns	[407, 1569, 1145, 2296]
article-body: ΓΕΝΕΥΗ, 1. (Ιδ. Ὑπηρ.).— Κατ' ἀσφαλεῖς πληροφορίας, ὁ πολιτικὸς διαμεσολαβητὴς τοῦ ΟΗΕ κ. Ἄτσεσον ἐμμένει εἰς τὴν προσπάθειαν ἐξευρέσεως λύσεως «συμπεφωνημένης» μεταξὺ Ἑλλάδος καὶ Τουρκίας, καίτοι τὸ σχέδιόν του ἀπερρίφθη ὑπὸ τῆς ἑλληνικῆς κυβερνήσεως.	[781, 685, 959, 771]
headline-berlin: ΟΙ ΑΝΑΤΟΛΙΚΟΙ ΕΝΔΕΧΕΤΑΙ ΝΑ ΑΝΑΣΥΡΟΥΝ ΤΟ ΠΑΡΑΠΕΤΑΣΜΑ ΤΟΥ ΒΕΡΟΛΙΝΟΥ ΚΑΤΟΠΙΝ ΤΩΝ ΝΕΩΝ ΔΙΑΠΡΑΓΜΑΤΕΥΣΕΩΝ	[56, 1003, 378, 1103]
article-body: ΚΩΝΣΤΑΝΤΙΝΟΥΠΟΛΙΣ, 1. (Τοῦ ἀνταποκριτοῦ μας).— Προθέσεις τῆς τουρκικῆς κυβερνήσεως εἶναι νὰ ἀπελάσῃ καὶ τοὺς τουρκικῆς ἰθαγενείας Ἕλληνας τῆς Πόλεως, μὲ τὴν αἰτιολογίαν ὅτι εἶναι ἐπικίνδυνοι διὰ τὴν ἀσφάλειαν τῆς χώρας. Οἱ μέχρι τοῦδε ἀπελαθέντες ὑπερβαίνουν τοὺς χιλίους.	[38, 472, 396, 521]
article-body: ΓΕΝΕΥΗ, 1. (Ιδ. Ὑπηρ.).— Κατ' ἀσφαλεῖς πληροφορίας, ὁ πολιτικὸς διαμεσολαβητὴς τοῦ ΟΗΕ κ. Ἄτσεσον ἐμμένει εἰς τὴν προσπάθειαν ἐξευρέσεως λύσεως «συμπεφωνημένης» μεταξὺ Ἑλλάδος καὶ Τουρκίας, καίτοι τὸ σχέδιόν του ἀπερρίφθη ὑπὸ τῆς ἑλληνικῆς κυβερνήσεως.	[407, 555, 585, 641]
article-body: ΛΙΣΣΑΒΩΝ, 1. (Ἀσ. Πρ.).— Κατέπλευσεν εἰς τὸν λιμένα πλωτὴ ἔκθεσις ἰαπωνικῶν προϊόντων.	[1156, 1364, 1498, 1388]
subheading: ΦΙΛΑΡΑΔΟΙ ΕΦΕΛΛΑΝΤΑΙ	[980, 1233, 1132, 1245]
divider	[590, 1868, 962, 1870]
article-body: ΝΑΪΡΟΜΠΙ, 1. (Ἀσ. Πρ.).— Δυσφορία ἐκδηλώνεται μεταξὺ τοῦ λαοῦ τῆς Κένυα πρὸς τοὺς ἡγέτας του.	[972, 2148, 1145, 2185]
article-body: ΣΑΡΠΑΝΙΟΛΑ, 1. (Ἀσ. Πρ.).— Ἐργάτης ἐφονεύθη κατὰ τὰς ἐργασίας τῶν συνεργείων διασώσεως τῶν ἐγκλωβισθέντων λατόμων.	[407, 1878, 580, 1927]
article-body: ΝΕΟΝ ΔΕΛΧΙ, 1. (Ἀσ. Πρ.).— Ἰνδικὴ ἐφημερὶς γράφει ὅτι ἡ ἔλλειψις τροφίμων εἰς τὸν κινεζικὸν στρατὸν ὑπονομεύει τὴν πειθαρχίαν.	[590, 1657, 962, 1681]
main-headline-1: Ο ΑΤΣΕΣΟΝ ΕΜΜΕΝΕΙ ΕΙΣ ΤΗΝ ΠΡΟΣΠΑΘΕΙΑΝ	[521, 161, 1032, 231]
divider	[1156, 1423, 1498, 1425]
subheading: ΣΥΝΕΧΕΙΑ ΕΚ ΤΗΣ 9ης ΣΕΛΙΔΟΣ	[121, 1592, 313, 1605]
headline-sukarno: ΔΥΟ ΦΙΛΟΔΥΤΙΚΟΥΣ ΚΑΙ ΑΝΤΙΚΟΜΜΟΥΝΙΣΤΑΣ ΔΙΩΡΙΣΕΝ Ο ΣΟΕΚΑΡΝΟ ΩΣ ΥΠΟΥΡΓΟΥΣ ΤΟΥ	[605, 1874, 947, 1909]
subheading: ΚΑΤΑΣΤΑΣΙΣ ΔΙΑ ΤΟΝ ΟΗΕ	[789, 666, 950, 679]
left-column	[38, 161, 396, 2216]
subheading: ΕΦΟΝΕΥΘΗ ΕΦΟΠΛΟΣ	[428, 1324, 564, 1337]
divider	[38, 1511, 396, 1513]
article-body: ΒΑΡΣΟΒΙΑ, 1. (Ἀσ. Πρ.).— Οἱ Πολωνοὶ ἐτίμησαν τὴν μνήμην τῶν πεσόντων κατὰ τὴν ἐξέγερσιν τῆς Βαρσοβίας τοῦ 1944.	[1156, 1270, 1498, 1294]
article-body: ΤΟΚΙΟ, 1. (Ἀσ. Πρ.).— Ὁ τυφὼν «Ἔλλεν» κατευθύνεται πρὸς τὴν Κορέαν μὲ ταχύτητα ἀνέμων ἄνω τῶν 100 μιλίων.	[407, 2213, 580, 2250]
article-body: ΛΟΥΣΑΚΑ, 1. (Ἀσ. Πρ.).— Πλῆρες ἐκκαθαριστικῆς ἐπιχειρήσεως ἐνεργεῖται κατὰ τῶν ὀπαδῶν τῆς αἱρέσεως «Λουμπά» εἰς τὰς βορείους περιοχὰς τῆς Ροδεσίας.	[38, 651, 396, 675]
headline-coordination-ministry: ΤΟ ΥΠΟΥΡΓΕΙΟΝ ΤΟΥ ΣΥΝΤΟΝΙΣΜΟΥ ΑΝΑΔΙΟΡΓΑΝΟΥΤΑΙ ΚΑΤΑ ΤΟ ΠΡΟΤΥΠΟΝ ΤΩΝ ΠΛΕΟΝ ΑΝΕΠΤΥΓΜΕΝΩΝ ΧΩΡΩΝ	[79, 1518, 355, 1586]
article-body: ΝΑΪΡΟΜΠΙ, 1. (Ἀσ. Πρ.).— Δυσφορία ἐκδηλώνεται μεταξὺ τοῦ λαοῦ τῆς Κένυα πρὸς τοὺς ἡγέτας του.	[972, 2189, 1145, 2226]
article-body: ΓΕΝΕΥΗ, 1. (Ιδ. Ὑπηρ.).— Κατ' ἀσφαλεῖς πληροφορίας, ὁ πολιτικὸς διαμεσολαβητὴς τοῦ ΟΗΕ κ. Ἄτσεσον ἐμμένει εἰς τὴν προσπάθειαν ἐξευρέσεως λύσεως «συμπεφωνημένης» μεταξὺ Ἑλλάδος καὶ Τουρκίας, καίτοι τὸ σχέδιόν του ἀπερρίφθη ὑπὸ τῆς ἑλληνικῆς κυβερνήσεως.	[594, 818, 771, 905]
subheading: ΜΕΤΑΤΑΞΙΣ ΥΠΑΛΛΗΛΩΝ	[140, 1776, 294, 1789]
deck-istanbul-greeks: Συνελήφθησαν τρεῖς ἐξ αὐτῶν μὲ ἀπιθάνους κατηγορίας.—170 ὁμογε- νεῖς ἔφθασαν εἰς τὸν Πειραιᾶ.—Κα- τεσχέθησαν ὅλα τὰ τιμαλφῆ των.—	[89, 251, 345, 338]
divider	[38, 759, 396, 761]
article-body: ΟΥΑΣΙΓΚΤΩΝ, 1. (Ἀσ. Πρ.).— Ὁ Κινέζος διπλωμάτης ὅστις εἶχε ζητήσει ἄσυλον ἀνεχώρησεν ἑκουσίως τῆς πρεσβείας.	[1156, 970, 1498, 994]
subheading: ΔΕΝ ΔΙΑΨΕΥΔΟΥΝ	[629, 556, 737, 568]
article-body: ΗΝΩΜΕΝΑ ΕΘΝΗ, 1. (Ἀσ. Πρ.).— Ἡ Μόσχα προειδοποιεῖ ὅτι θὰ ἀποχωρήσῃ ἐὰν τῆς ἀφαιρεθῇ τὸ δικαίωμα ψήφου.	[972, 1879, 1145, 1916]
subheading: ΑΠΗΛΑΘΗ ΕΠΙΣΚΟΠΟΣ	[147, 710, 287, 722]
article-body: ΣΙΓΚΑΠΟΥΡΗ, 1. (Ἀσ. Πρ.).— Ἡ κυβέρνησις τῆς Μαλαισίας ἐπιθυμεῖ νὰ καλύψῃ τὰ αἱματηρὰ ἐπεισόδια.	[1156, 1072, 1498, 1096]
headline-belgian-village: ΒΕΛΓΙΚΟΝ ΧΩΡΙΟΝ ΕΝ ΣΜΙΚΡΟΓΡΑΦΙΑ ΕΙΣ ΤΗΝ ΕΚΘΕΣΙΝ ΤΗΣ ΝΕΑΣ ΥΟΡΚΗΣ	[422, 1578, 566, 1663]
article-body: ΟΥΑΣΙΓΚΤΩΝ, 1. (Ἀσ. Πρ.).— Ὁ πρόεδρος Τζόνσον ἀπέκλεισε πᾶν μέλος τῆς κυβερνήσεως ἀπὸ τὴν ὑποψηφιότητα διὰ τὴν ἀντιπροεδρίαν.	[1156, 685, 1498, 709]
headline-congo-weapons: ΜΕ ΡΩΣΣΙΚΟΝ ΚΑΙ ΚΙΝΕΖΙΚΟΝ ΟΠΛΙΣΜΟΝ ΕΦΟΔΙΑΖΟΝΤΑΙ ΟΙ ΚΟΓΚΟΛΕΖΟΙ ΑΝΤΑΡΤΑΙ	[616, 1954, 936, 1989]
article-body: ΛΕΥΚΩΣΙΑ, 1. (Ἀσ. Πρ.).— Σφοδραὶ συγκρούσεις ἐσημειώθησαν μεταξὺ Ἑλληνοκυπρίων καὶ Τουρκοκυπρίων εἰς τὴν περιοχὴν τοῦ φρουρίου Ἱλαρίωνος. Ἡ μάχη διήρκεσε πολλὰς ὥρας καὶ κατέπαυσε κατόπιν ἐπεμβάσεως τῆς δυνάμεως τοῦ ΟΗΕ.	[781, 1251, 959, 1338]
divider	[1156, 547, 1498, 549]
divider	[972, 2069, 1145, 2071]
headline-worker: ΕΦΟΝΕΥΘΗ ΕΡΓΑΤΗΣ ΣΥΝΕΠΕΙΑ ΣΥΝΕΡΓΕΙΩΝ ΔΙΑΣΩΣΕΩΣ ΤΩΝ ΛΑΤΟΜΩΝ	[413, 1789, 574, 1874]
text-column	[595, 1137, 772, 1556]
headline-lisbon: ΚΑΤΕΠΛΕΥΣΕΝ ΕΙΣ ΤΟΝ ΛΙΜΕΝΑ ΛΙΣΣΑΒΩΝΟΣ ΠΛΩΤΗ ΕΚΘΕΣΙΣ ΙΑΠΩΝΙΚΩΝ ΠΡΟΪΟΝΤΩΝ	[1170, 1308, 1485, 1359]
divider	[407, 2151, 580, 2153]
headline-turkish-protest: ΤΟΥΡΚΙΚΗ ΔΙΑΜΑΡΤΥΡΙΑ ΔΙΑ ΤΑΣ ΣΥΓΚΕΝΤΡΩΣΕΙΣ	[1204, 409, 1450, 455]
article-body: διὰ ἄρθρου, προβλέπεται ἡ σύστασις καὶ λειτουργία εἰς τὸ ὑπουργεῖον Συντονισμοῦ ὑπηρεσιῶν μελετῶν καὶ προγραμματισμοῦ, κατὰ τὸ πρότυπον τῶν πλέον ἀνεπτυγμένων χωρῶν.	[38, 1693, 396, 1729]
